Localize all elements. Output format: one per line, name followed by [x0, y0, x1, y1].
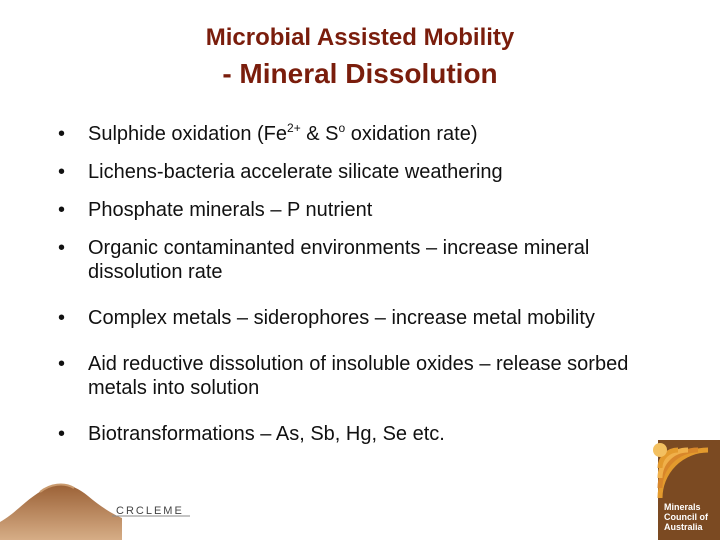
bullet-marker: •	[58, 307, 66, 329]
bullet-text: Biotransformations – As, Sb, Hg, Se etc.	[88, 423, 445, 445]
bullet-text: Organic contaminanted environments – increase mineral dissolution rate	[88, 237, 590, 283]
bullet-marker: •	[58, 237, 66, 259]
bullet-text: Complex metals – siderophores – increase metal mobility	[88, 307, 595, 329]
bullet-item	[58, 422, 678, 446]
bullet-item	[58, 306, 678, 330]
crcleme-wordmark: CRCLEME	[116, 505, 184, 517]
slide-title: Microbial Assisted Mobility	[205, 24, 515, 51]
mountain-shape	[0, 484, 122, 540]
superscript-degree: o	[338, 121, 346, 135]
bullet-item	[58, 198, 678, 222]
bullet-item	[58, 160, 678, 184]
bullet-item	[58, 352, 678, 400]
minerals-council-wordmark: Minerals Council of Australia	[664, 502, 708, 532]
bullet-item	[58, 236, 678, 284]
slide-subtitle: - Mineral Dissolution	[222, 58, 498, 89]
bullet-marker: •	[58, 123, 66, 145]
bullet-marker: •	[58, 199, 66, 221]
bullet-item	[58, 122, 678, 146]
bullet-list	[58, 118, 678, 446]
superscript-charge: 2+	[287, 121, 301, 135]
bullet-text: Aid reductive dissolution of insoluble oxides – release sorbed metals into solution	[88, 353, 629, 399]
bullet-text: Lichens-bacteria accelerate silicate weathering	[88, 161, 503, 183]
bullet-marker: •	[58, 423, 66, 445]
bullet-marker: •	[58, 161, 66, 183]
bullet-text: Phosphate minerals – P nutrient	[88, 199, 373, 221]
bullet-text: Sulphide oxidation ($Fe^{2+}$ & $S^o$ oxidation rate)	[88, 121, 478, 145]
bullet-marker: •	[58, 353, 66, 375]
